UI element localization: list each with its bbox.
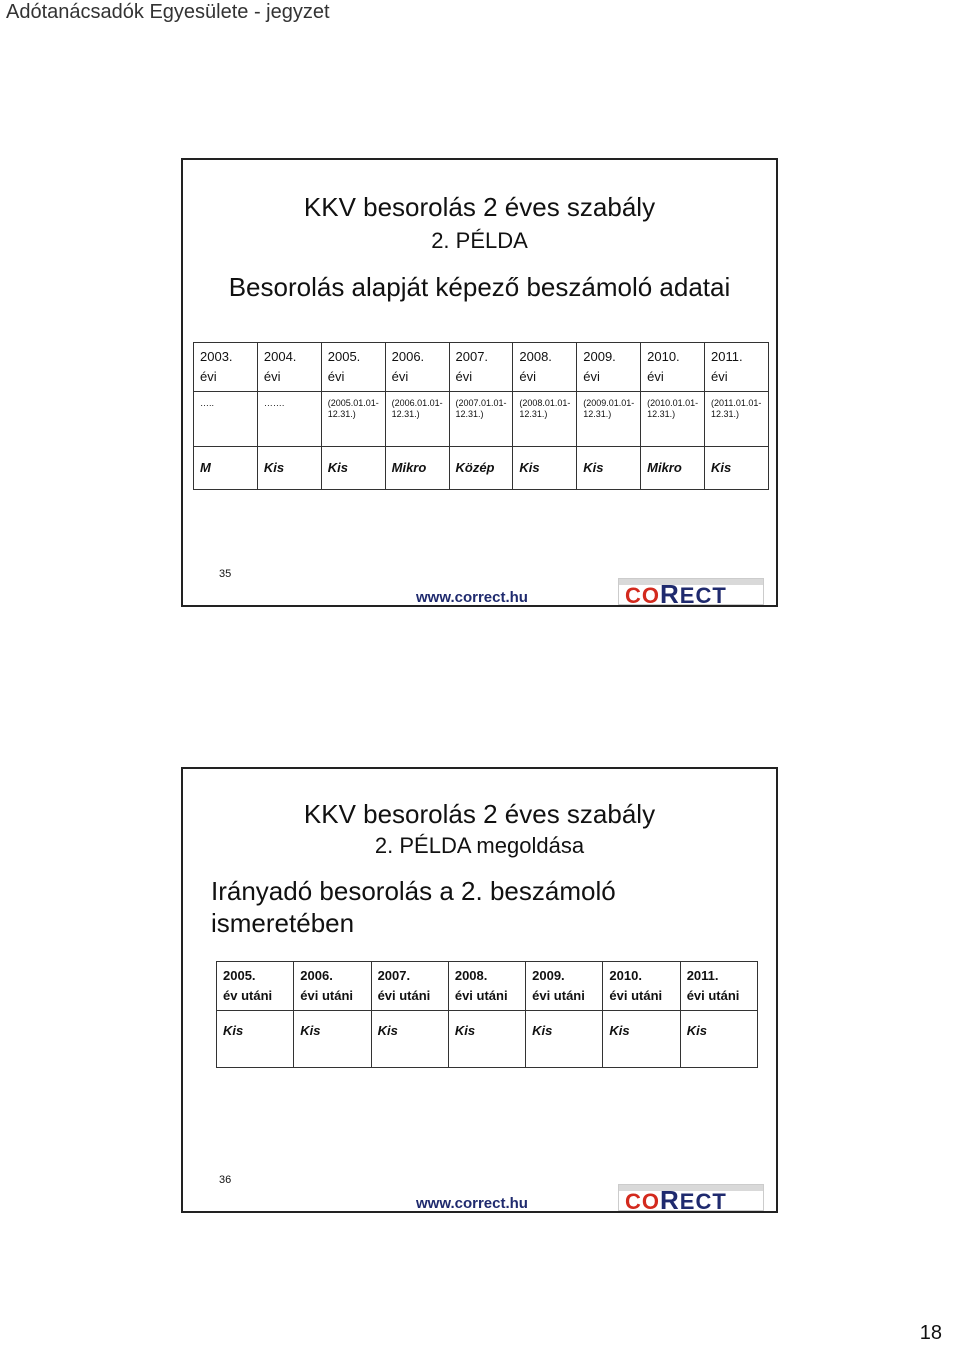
footer-url: www.correct.hu [416,589,528,606]
table-cell: (2005.01.01- 12.31.) [321,392,385,447]
table-cell: (2009.01.01- 12.31.) [577,392,641,447]
table-cell: 2006. évi [385,343,449,392]
table-cell: Mikro [385,447,449,490]
report-data-table [193,342,769,490]
table-cell: 2011. évi utáni [680,962,757,1011]
table-cell: 2004. évi [257,343,321,392]
table-cell: 2009. évi utáni [526,962,603,1011]
table-cell: Kis [603,1011,680,1068]
table-cell: 2007. évi utáni [371,962,448,1011]
table-row-years [217,962,758,1011]
table-row-classification [194,447,769,490]
slide-heading: Besorolás alapját képező beszámoló adatai [228,272,731,302]
table-cell: ….. [194,392,258,447]
table-cell: Kis [257,447,321,490]
slide-number: 36 [219,1174,232,1186]
footer-url: www.correct.hu [416,1195,528,1212]
table-cell: (2010.01.01- 12.31.) [641,392,705,447]
table-cell: 2005. év utáni [217,962,294,1011]
table-cell: (2008.01.01- 12.31.) [513,392,577,447]
table-row-years [194,343,769,392]
table-cell: (2006.01.01- 12.31.) [385,392,449,447]
table-cell: 2006. évi utáni [294,962,371,1011]
table-cell: Kis [513,447,577,490]
table-cell: 2009. évi [577,343,641,392]
table-cell: 2007. évi [449,343,513,392]
table-cell: 2008. évi utáni [448,962,525,1011]
correct-logo: CORECT [618,578,764,605]
table-cell: Kis [321,447,385,490]
table-cell: 2003. évi [194,343,258,392]
slide-heading-line2: ismeretében [211,908,355,938]
table-cell: Kis [705,447,769,490]
table-row-classification [217,1011,758,1068]
slide-title: KKV besorolás 2 éves szabály [303,192,656,222]
slide-number: 35 [219,568,232,580]
table-cell: 2010. évi utáni [603,962,680,1011]
table-cell: Közép [449,447,513,490]
table-cell: Kis [448,1011,525,1068]
table-cell: Kis [680,1011,757,1068]
table-cell: 2008. évi [513,343,577,392]
document-header-title: Adótanácsadók Egyesülete - jegyzet [6,1,330,23]
correct-logo: CORECT [618,1184,764,1211]
table-cell: ……. [257,392,321,447]
slide-subtitle-example: 2. PÉLDA [431,228,528,253]
table-cell: (2011.01.01- 12.31.) [705,392,769,447]
slide-heading-line1: Irányadó besorolás a 2. beszámoló [211,876,616,906]
table-cell: M [194,447,258,490]
table-cell: Mikro [641,447,705,490]
slide-title: KKV besorolás 2 éves szabály [303,799,656,829]
table-cell: Kis [526,1011,603,1068]
table-cell: 2011. évi [705,343,769,392]
table-cell: 2010. évi [641,343,705,392]
table-cell: Kis [577,447,641,490]
page-number: 18 [919,1322,942,1344]
table-cell: Kis [371,1011,448,1068]
slide-36 [181,767,778,1213]
table-cell: 2005. évi [321,343,385,392]
classification-table [216,961,758,1068]
slide-35 [181,158,778,607]
table-row-periods [194,392,769,447]
slide-subtitle-solution: 2. PÉLDA megoldása [374,833,585,858]
table-cell: Kis [217,1011,294,1068]
table-cell: (2007.01.01- 12.31.) [449,392,513,447]
table-cell: Kis [294,1011,371,1068]
